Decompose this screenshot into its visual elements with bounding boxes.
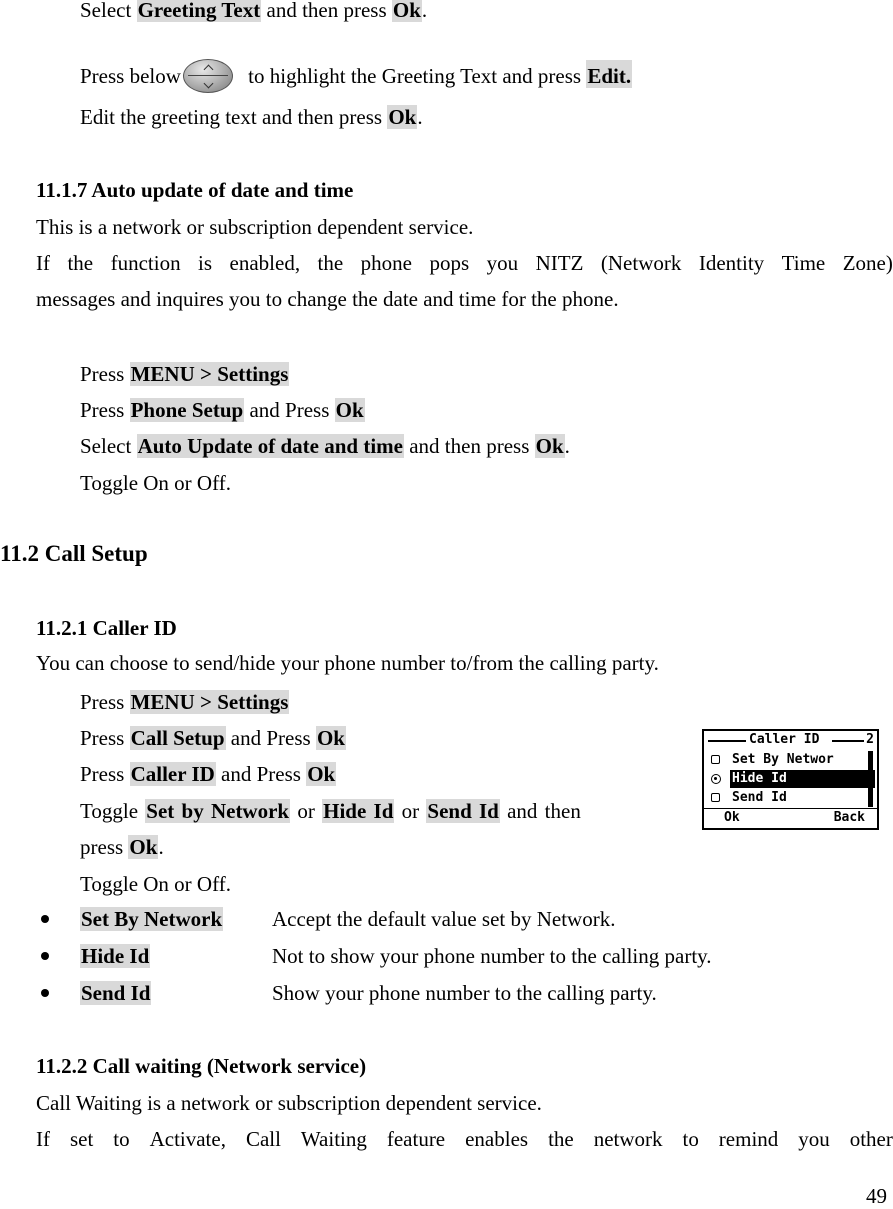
word: Activate, [149,1127,226,1151]
step-press-menu-settings: Press MENU > Settings [80,362,289,386]
phone-option-set-by-network: Set By Networ [710,751,870,769]
step-press-nav-key: Press below to highlight the Greeting Text and press Edit. [80,59,632,93]
word: enables [465,1127,529,1151]
word: network [593,1127,663,1151]
navigation-key-icon [183,59,233,93]
step-toggle-continuation: press Ok. [80,835,164,859]
word: If [36,251,50,275]
checkbox-icon [711,755,720,764]
word: If [36,1127,50,1151]
paragraph-justified [36,250,893,276]
softkey-ok: Ok [724,810,740,825]
word: other [849,1127,893,1151]
word: remind [718,1127,779,1151]
paragraph: Call Waiting is a network or subscription dependent service. [36,1091,542,1115]
checkbox-icon [711,793,720,802]
page-number: 49 [866,1184,887,1208]
word: NITZ [535,251,584,275]
word: Zone) [842,251,893,275]
word: you [798,1127,830,1151]
step-press-phone-setup: Press Phone Setup and Press Ok [80,398,364,422]
phone-title-bar [704,732,877,748]
bullet-description: Not to show your phone number to the calling party. [272,944,712,968]
bullet-term: Hide Id [81,944,150,968]
paragraph: messages and inquires you to change the date and time for the phone. [36,287,619,311]
phone-page-number: 2 [866,732,874,747]
word: to [682,1127,699,1151]
heading-11-1-7: 11.1.7 Auto update of date and time [36,178,354,202]
word: (Network [600,251,682,275]
word: the [317,251,344,275]
word: the [67,251,94,275]
paragraph: You can choose to send/hide your phone number to/from the calling party. [36,651,659,675]
phone-option-send-id: Send Id [710,789,870,807]
bullet-description: Show your phone number to the calling party. [272,981,657,1005]
word: Call [245,1127,281,1151]
step-toggle-caller-id-option: Toggle Set by Network or Hide Id or Send Id and then [80,799,581,823]
bullet-term: Send Id [81,981,151,1005]
bullet-term: Set By Network [81,907,223,931]
bullet-description: Accept the default value set by Network. [272,907,616,931]
word: function [110,251,181,275]
phone-option-hide-id: Hide Id [710,770,870,788]
word: the [548,1127,574,1151]
step-press-call-setup: Press Call Setup and Press Ok [80,726,345,750]
bullet-icon [41,989,49,997]
step-toggle: Toggle On or Off. [80,872,231,896]
step-edit-greeting: Edit the greeting text and then press Ok. [80,105,423,129]
bullet-icon [41,915,49,923]
paragraph: This is a network or subscription dependent service. [36,215,474,239]
heading-11-2-1: 11.2.1 Caller ID [36,616,177,640]
paragraph-justified [36,1126,893,1152]
phone-scrollbar [868,751,873,807]
radio-selected-icon [711,774,721,784]
word: set [69,1127,94,1151]
step-press-caller-id: Press Caller ID and Press Ok [80,762,336,786]
heading-11-2-2: 11.2.2 Call waiting (Network service) [36,1054,367,1078]
word: Identity [698,251,765,275]
phone-softkeys [704,808,877,827]
word: you [486,251,519,275]
phone-title: Caller ID [749,732,820,747]
word: Waiting [300,1127,367,1151]
word: to [113,1127,130,1151]
word: feature [386,1127,446,1151]
word: pops [429,251,470,275]
word: enabled, [229,251,301,275]
heading-11-2: 11.2 Call Setup [0,541,148,566]
step-toggle: Toggle On or Off. [80,471,231,495]
softkey-back: Back [833,810,865,825]
word: Time [781,251,826,275]
bullet-icon [41,952,49,960]
caller-id-phone-screen [702,729,879,830]
word: is [198,251,213,275]
step-press-menu-settings: Press MENU > Settings [80,690,289,714]
step-select-auto-update: Select Auto Update of date and time and then press Ok. [80,434,570,458]
word: phone [360,251,412,275]
step-select-greeting-text: Select Greeting Text and then press Ok. [80,0,428,22]
